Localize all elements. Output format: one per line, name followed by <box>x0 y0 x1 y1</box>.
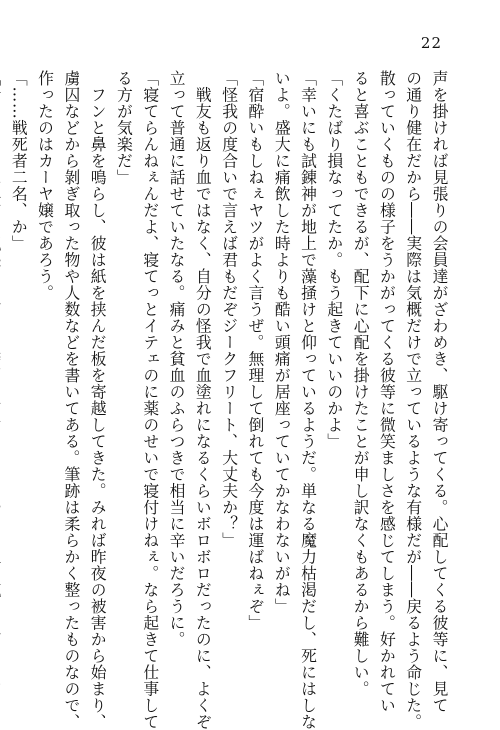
text-line: 戦友も返り血ではなく、自分の怪我で血塗れになるくらいボロボロだったのに、よくぞ <box>193 70 213 730</box>
text-line: 「幸いにも試錬神が地上で藻掻けと仰っているようだ。単なる魔力枯渇だし、死にはしな <box>298 70 318 730</box>
text-line <box>0 70 5 660</box>
vertical-text-block <box>9 70 452 730</box>
text-line: 散っていくものの様子をうかがってくる彼等に微笑ましさを感じてしまう。好かれてい <box>377 70 397 714</box>
page-number: 22 <box>420 34 442 52</box>
text-line: る方が気楽だ」 <box>114 70 134 186</box>
text-line: 虜囚などから剝ぎ取った物や人数などを書いてある。筆跡は柔らかく整ったものなので、 <box>61 70 81 730</box>
text-line: 「宿酔いもしねぇヤツがよく言うぜ。無理して倒れても今度は運ばねぇぞ」 <box>245 70 265 631</box>
text-line: 「くたばり損なってたか。もう起きていいのかよ」 <box>324 70 344 450</box>
text-line: 声を掛ければ見張りの会員達がざわめき、駆け寄ってくる。心配してくる彼等に、見て <box>430 70 449 714</box>
text-line: 「寝てらんねぇんだよ、寝てっとイテェのに薬のせいで寝付けねぇ。なら起きて仕事して <box>140 70 160 730</box>
text-line: フンと鼻を鳴らし、彼は紙を挟んだ板を寄越してきた。みれば昨夜の被害から始まり、 <box>88 70 108 730</box>
text-line: 作ったのはカーヤ嬢であろう。 <box>35 70 55 301</box>
text-line: の通り健在だから――実際は気概だけで立っているような有様だが――戻るよう命じた。 <box>403 70 423 730</box>
text-line: 立って普通に話せていたなる。痛みと貧血のふらつきで相当に辛いだろうに。 <box>167 70 187 648</box>
text-line: 「怪我の度合いで言えば君もだぞジークフリート、大丈夫か？」 <box>219 70 239 549</box>
text-line: いよ。盛大に痛飲した時よりも酷い頭痛が居座っていてかなわないがね」 <box>272 70 292 615</box>
text-line: 「……戦死者二名、か」 <box>9 70 29 252</box>
text-line: ると喜ぶこともできるが、配下に心配を掛けたことが申し訳なくもあるから難しい。 <box>351 70 371 697</box>
